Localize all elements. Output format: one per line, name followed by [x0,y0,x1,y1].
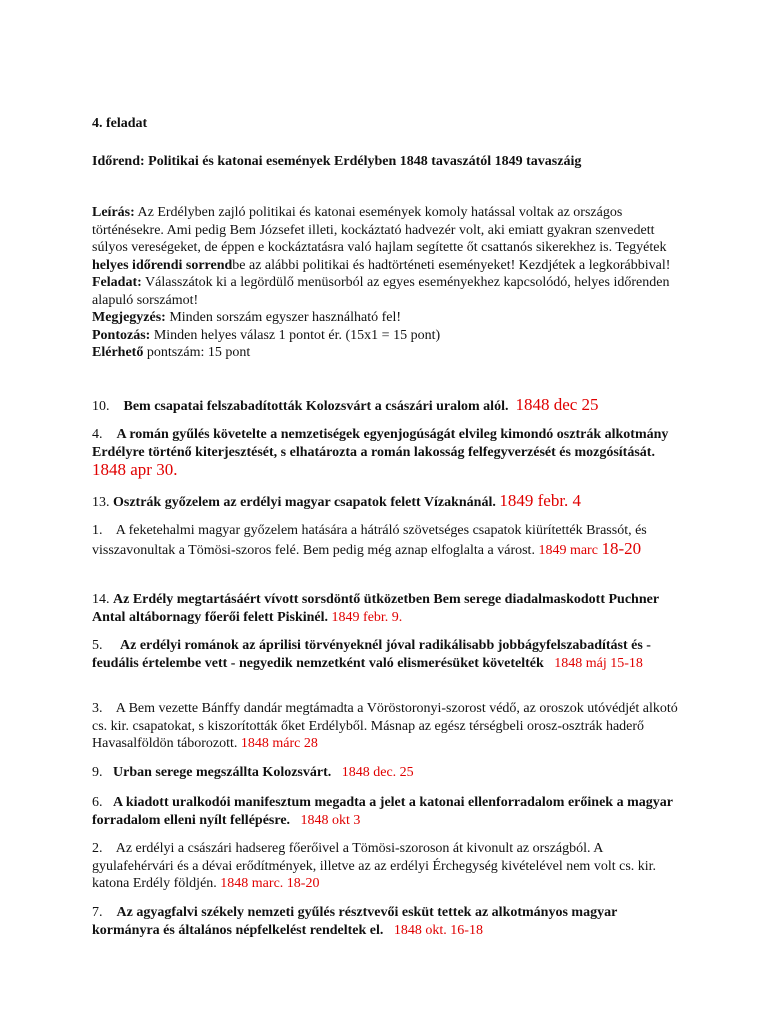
item-text: A román gyűlés követelte a nemzetiségek egyenjogúságát elvileg kimondó osztrák alkotmány Erdélyre történő kiterjesztését, s elhatározta a román lakosság felfegyverzését és mozgósítását. [92,427,669,460]
leiras-text-2: be az alábbi politikai és hadtörténeti eseményeket! Kezdjétek a legkorábbival! [232,257,671,273]
elerheto-label: Elérhető [92,345,144,360]
list-item [92,396,682,416]
feladat-label: Feladat: [92,275,142,290]
item-number: 1. [92,523,103,538]
list-item [92,492,682,512]
list-item [92,522,682,559]
item-date-range: 18-20 [601,538,642,558]
item-date: 1849 febr. 9. [331,609,403,625]
list-item [92,591,682,626]
item-date: 1849 febr. 4 [499,491,582,510]
item-number: 3. [92,701,103,716]
item-date: 1848 marc. 18-20 [220,876,320,891]
item-number: 6. [92,795,103,810]
item-text: A feketehalmi magyar győzelem hatására a hátráló szövetséges csapatok kiürítették Brassót, és visszavonultak a Tömösi-szoros felé. Bem pedig még aznap elfoglalta a várost. [92,523,647,558]
item-text: A Bem vezette Bánffy dandár megtámadta a Vöröstoronyi-szorost védő, az oroszok utóvédjét alkotó cs. kir. csapatokat, s kiszorították őket Erdélyből. Másnap az egész térségbeli orosz-osztrák haderő Havasalföldön táborozott. [92,701,678,751]
item-number: 5. [92,638,103,653]
item-date: 1848 okt. 16-18 [393,922,483,938]
list-item [92,840,682,893]
task-subtitle: Időrend: Politikai és katonai események Erdélyben 1848 tavaszától 1849 tavaszáig [92,154,582,169]
task-description [92,204,682,362]
megjegyzes-label: Megjegyzés: [92,310,166,325]
item-number: 14. [92,592,110,607]
item-number: 10. [92,399,110,414]
pontozas-label: Pontozás: [92,327,151,343]
item-date: 1848 okt 3 [300,812,361,828]
item-date: 1848 márc 28 [240,736,318,751]
leiras-text-1: Az Erdélyben zajló politikai és katonai események komoly hatással voltak az országos történésekre. Ami pedig Bem Józsefet illeti, kockáztató hadvezér volt, aki emiatt gyakran szenvedett súlyos vereségeket, de éppen e kockáztatásra való hajlam segítette őt csattanós sikerekhez is. Tegyétek [92,205,667,255]
item-date: 1848 dec. 25 [341,765,414,780]
megjegyzes-text: Minden sorszám egyszer használható fel! [165,310,402,325]
item-text: Az erdélyi a császári hadsereg főerőivel a Tömösi-szoroson át kivonult az országból. A gyulafehérvári és a dévai erődítmények, illetve az az erdélyi Érchegység kivételével nem volt cs. kir. katona Erdély földjén. [92,841,657,891]
list-item [92,637,682,672]
leiras-label: Leírás: [92,205,135,220]
list-item [92,764,682,782]
list-item [92,794,682,829]
elerheto-text: pontszám: 15 pont [143,345,251,360]
item-text: A kiadott uralkodói manifesztum megadta a jelet a katonai ellenforradalom erőinek a magyar forradalom elleni nyílt fellépésre. [92,795,673,828]
feladat-text: Válasszátok ki a legördülő menüsorból az egyes eseményekhez kapcsolódó, helyes időrenden alapuló sorszámot! [92,275,670,308]
pontozas-text: Minden helyes válasz 1 pontot ér. (15x1 = 15 pont) [150,327,441,343]
item-text: Az agyagfalvi székely nemzeti gyűlés résztvevői esküt tettek az alkotmányos magyar kormányra és általános népfelkelést rendeltek el. [92,905,618,938]
item-date: 1849 marc [538,542,598,558]
leiras-bold: helyes időrendi sorrend [92,257,233,273]
item-date: 1848 dec 25 [515,395,599,414]
item-number: 9. [92,765,103,780]
item-text: Az erdélyi románok az áprilisi törvényeknél jóval radikálisabb jobbágyfelszabadítást és - feudális értelembe vett - negyedik nemzetként való elismerésüket követelték [92,638,651,671]
task-title: 4. feladat [92,116,148,131]
item-number: 4. [92,427,103,442]
item-text: Az Erdély megtartásáért vívott sorsdöntő ütközetben Bem serege diadalmaskodott Puchner Antal altábornagy főerői felett Piskinél. [92,592,659,625]
list-item [92,426,682,481]
item-number: 13. [92,495,110,510]
item-number: 2. [92,841,103,856]
item-date: 1848 máj 15-18 [554,655,643,671]
item-date: 1848 apr 30. [92,460,178,479]
list-item [92,700,682,753]
item-text: Bem csapatai felszabadították Kolozsvárt a császári uralom alól. [123,399,509,414]
item-text: Urban serege megszállta Kolozsvárt. [113,765,332,780]
list-item [92,904,682,939]
item-text: Osztrák győzelem az erdélyi magyar csapatok felett Vízaknánál. [113,495,496,510]
item-number: 7. [92,905,103,920]
